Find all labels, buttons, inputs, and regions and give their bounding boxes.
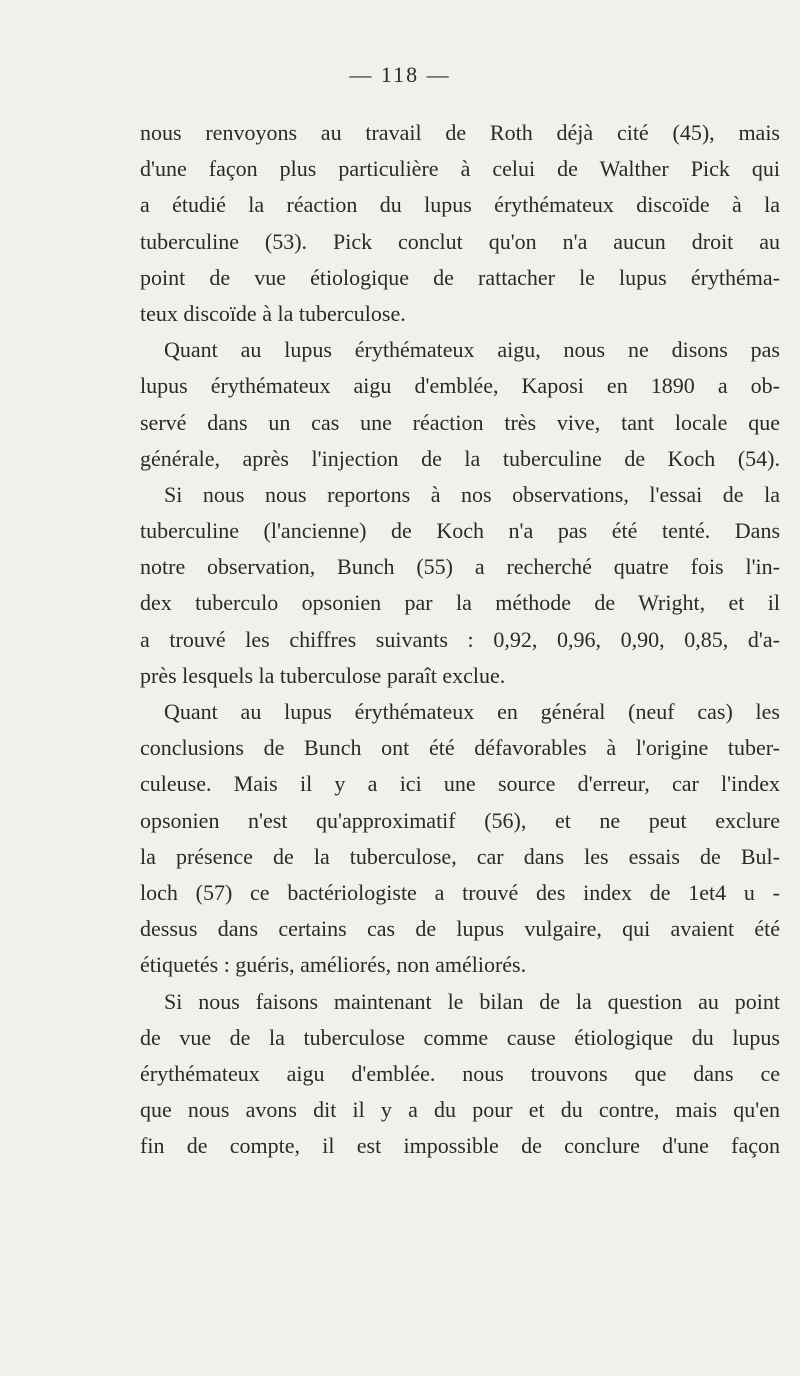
text-line: lupus érythémateux aigu d'emblée, Kaposi en 1890 a ob- bbox=[140, 373, 780, 399]
text-line: point de vue étiologique de rattacher le lupus érythéma- bbox=[140, 264, 780, 290]
text-line: teux discoïde à la tuberculose. bbox=[140, 300, 406, 326]
text-line: dessus dans certains cas de lupus vulgaire, qui avaient été bbox=[140, 916, 780, 942]
text-line: près lesquels la tuberculose paraît exclue. bbox=[140, 662, 506, 688]
text-line: a étudié la réaction du lupus érythémateux discoïde à la bbox=[140, 192, 780, 218]
text-line: érythémateux aigu d'emblée. nous trouvons que dans ce bbox=[140, 1060, 780, 1086]
text-line: que nous avons dit il y a du pour et du contre, mais qu'en bbox=[140, 1097, 780, 1123]
text-line: notre observation, Bunch (55) a recherché quatre fois l'in- bbox=[140, 554, 780, 580]
text-line: Si nous nous reportons à nos observations, l'essai de la bbox=[164, 481, 780, 507]
text-line: générale, après l'injection de la tuberculine de Koch (54). bbox=[140, 445, 780, 471]
text-line: d'une façon plus particulière à celui de Walther Pick qui bbox=[140, 156, 780, 182]
text-line: conclusions de Bunch ont été défavorables à l'origine tuber- bbox=[140, 735, 780, 761]
text-line: servé dans un cas une réaction très vive, tant locale que bbox=[140, 409, 780, 435]
text-line: de vue de la tuberculose comme cause étiologique du lupus bbox=[140, 1024, 780, 1050]
text-line: culeuse. Mais il y a ici une source d'erreur, car l'index bbox=[140, 771, 780, 797]
text-line: la présence de la tuberculose, car dans les essais de Bul- bbox=[140, 843, 780, 869]
text-line: Quant au lupus érythémateux aigu, nous ne disons pas bbox=[164, 337, 780, 363]
text-line: a trouvé les chiffres suivants : 0,92, 0,96, 0,90, 0,85, d'a- bbox=[140, 626, 780, 652]
text-line: opsonien n'est qu'approximatif (56), et ne peut exclure bbox=[140, 807, 780, 833]
text-line: nous renvoyons au travail de Roth déjà cité (45), mais bbox=[140, 120, 780, 145]
text-line: dex tuberculo opsonien par la méthode de Wright, et il bbox=[140, 590, 780, 616]
text-line: fin de compte, il est impossible de conclure d'une façon bbox=[140, 1133, 780, 1159]
text-line: Quant au lupus érythémateux en général (neuf cas) les bbox=[164, 699, 780, 724]
text-line: tuberculine (53). Pick conclut qu'on n'a aucun droit au bbox=[140, 228, 780, 254]
text-line: loch (57) ce bactériologiste a trouvé des index de 1et4 u - bbox=[140, 879, 780, 905]
page-number: — 118 — bbox=[349, 62, 451, 87]
text-line: étiquetés : guéris, améliorés, non améliorés. bbox=[140, 952, 527, 978]
text-line: tuberculine (l'ancienne) de Koch n'a pas été tenté. Dans bbox=[140, 518, 780, 544]
body-text bbox=[140, 115, 780, 1164]
text-line: Si nous faisons maintenant le bilan de la question au point bbox=[164, 988, 780, 1014]
